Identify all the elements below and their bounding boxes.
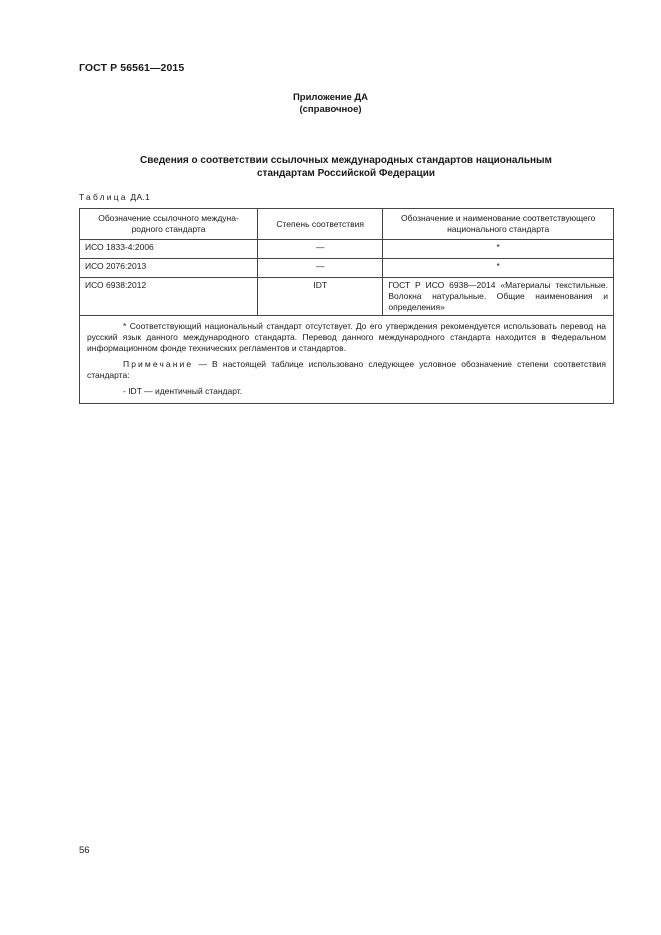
table-notes	[80, 316, 614, 404]
annex-subtitle: (справочное)	[299, 104, 362, 115]
table-header-row	[80, 209, 614, 240]
table-row	[80, 259, 614, 278]
table-caption	[79, 192, 150, 202]
table-caption-prefix: Таблица	[79, 192, 128, 202]
header-national-standard: Обозначение и наименование соответствующего национального стандарта	[383, 209, 614, 240]
section-title-line-2: стандартам Российской Федерации	[257, 168, 435, 179]
note-text: — В настоящей таблице использовано следующее условное обозначение степени соответствия стандарта:	[87, 359, 606, 380]
cell-degree: —	[258, 259, 383, 278]
annex-title: Приложение ДА	[292, 92, 369, 103]
section-title	[79, 154, 613, 180]
header-reference-standard: Обозначение ссылочного международного стандарта	[80, 209, 258, 240]
idt-definition: - IDT — идентичный стандарт.	[123, 386, 243, 396]
cell-degree: IDT	[258, 278, 383, 316]
cell-reference: ИСО 2076:2013	[80, 259, 258, 278]
section-title-line-1: Сведения о соответствии ссылочных международных стандартов национальным	[140, 155, 552, 166]
cell-national: *	[383, 259, 614, 278]
note	[87, 359, 606, 381]
table-caption-number: ДА.1	[130, 192, 151, 202]
table-row	[80, 278, 614, 316]
cell-national: ГОСТ Р ИСО 6938—2014 «Материалы текстильные. Волокна натуральные. Общие наименования и определения»	[383, 278, 614, 316]
footnote: * Соответствующий национальный стандарт отсутствует. До его утверждения рекомендуется использовать перевод на русский язык данного международного стандарта. Перевод данного международного стандарта находится в Федеральном информационном фонде технических регламентов и стандартов.	[87, 321, 606, 353]
note-label: Примечание	[123, 359, 194, 369]
cell-national: *	[383, 240, 614, 259]
page-number: 56	[79, 845, 90, 856]
cell-degree: —	[258, 240, 383, 259]
table-notes-row	[80, 316, 614, 404]
cell-reference: ИСО 6938:2012	[80, 278, 258, 316]
cell-reference: ИСО 1833-4:2006	[80, 240, 258, 259]
annex-heading	[0, 92, 661, 116]
table-row	[80, 240, 614, 259]
document-code: ГОСТ Р 56561—2015	[79, 62, 185, 74]
header-degree: Степень соответствия	[258, 209, 383, 240]
standards-table	[79, 208, 614, 404]
